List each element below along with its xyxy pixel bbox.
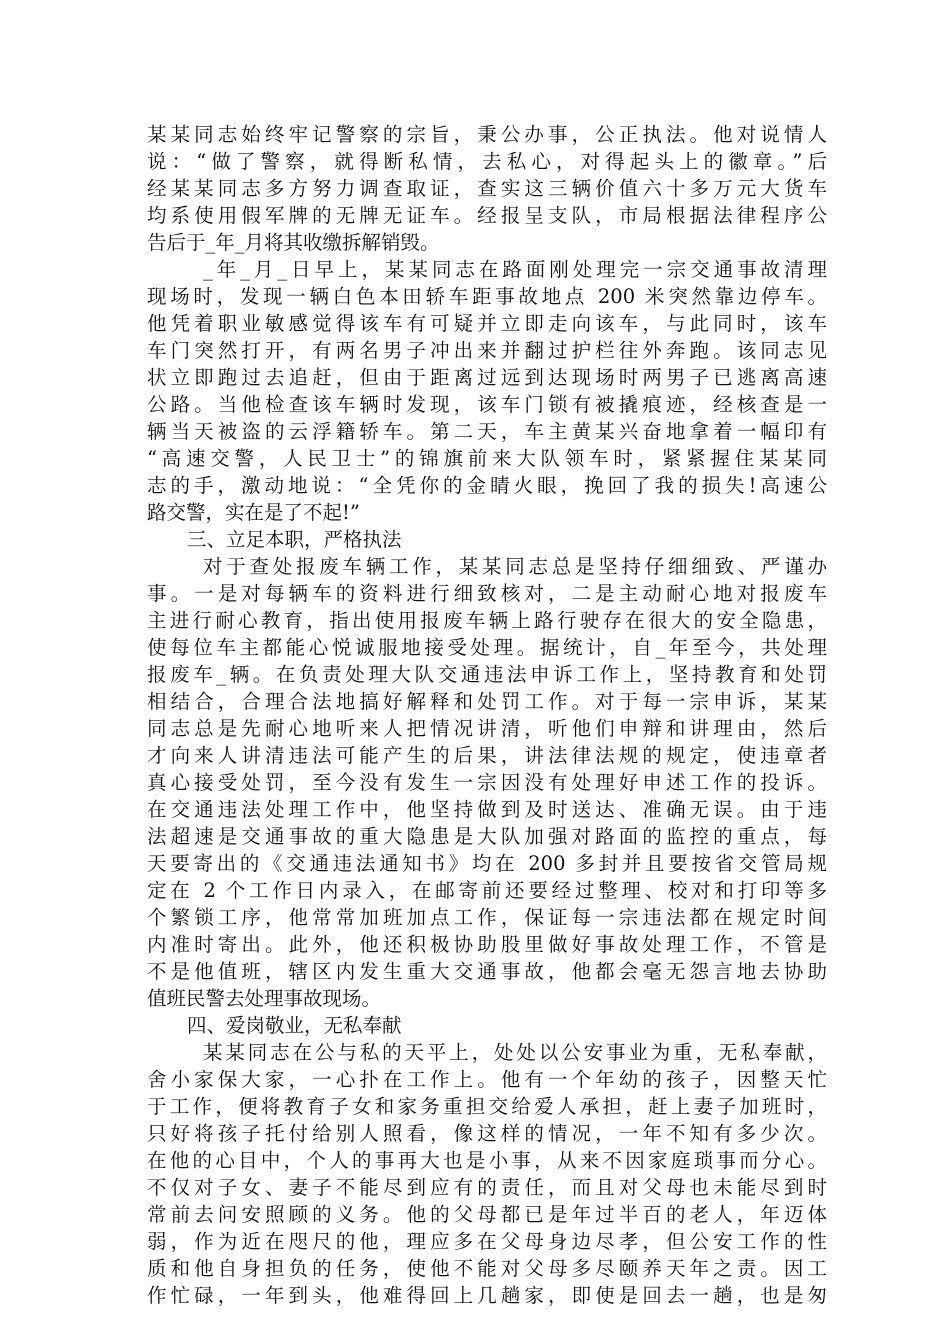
text-line: “高速交警，人民卫士”的锦旗前来大队领车时，紧紧握住某某同 <box>147 447 827 470</box>
text-line: 在交通违法处理工作中，他坚持做到及时送达、准确无误。由于违 <box>147 798 827 821</box>
text-line: 三、立足本职，严格执法 <box>187 528 402 551</box>
text-line: 不仅对子女、妻子不能尽到应有的责任，而且对父母也未能尽到时 <box>147 1176 827 1199</box>
text-line: 公路。当他检查该车辆时发现，该车门锁有被撬痕迹，经核查是一 <box>147 393 827 416</box>
text-line: 作忙碌，一年到头，他难得回上几趟家，即使是回去一趟，也是匆 <box>147 1284 827 1307</box>
text-line: 告后于_年_月将其收缴拆解销毁。 <box>147 231 440 254</box>
text-line: 均系使用假军牌的无牌无证车。经报呈支队，市局根据法律程序公 <box>147 204 827 227</box>
text-line: 值班民警去处理事故现场。 <box>147 987 382 1010</box>
text-line: 同志总是先耐心地听来人把情况讲清，听他们申辩和讲理由，然后 <box>147 717 827 740</box>
text-line: 才向来人讲清违法可能产生的后果，讲法律法规的规定，使违章者 <box>147 744 827 767</box>
text-line: 对于查处报废车辆工作，某某同志总是坚持仔细细致、严谨办 <box>203 555 827 578</box>
text-line: 路交警，实在是了不起!” <box>147 501 360 524</box>
text-line: 于工作，便将教育子女和家务重担交给爱人承担，赶上妻子加班时， <box>147 1095 827 1118</box>
text-line: 定在 2 个工作日内录入，在邮寄前还要经过整理、校对和打印等多 <box>147 879 827 902</box>
document-body <box>147 121 827 1309</box>
text-line: 四、爱岗敬业，无私奉献 <box>187 1014 402 1037</box>
text-line: 在他的心目中，个人的事再大也是小事，从来不因家庭琐事而分心。 <box>147 1149 827 1172</box>
text-line: 个繁锁工序，他常常加班加点工作，保证每一宗违法都在规定时间 <box>147 906 827 929</box>
text-line: 不是他值班，辖区内发生重大交通事故，他都会毫无怨言地去协助 <box>147 960 827 983</box>
text-line: 只好将孩子托付给别人照看，像这样的情况，一年不知有多少次。 <box>147 1122 827 1145</box>
text-line: 质和他自身担负的任务，使他不能对父母多尽颐养天年之责。因工 <box>147 1257 827 1280</box>
text-line: 志的手，激动地说：“全凭你的金睛火眼，挽回了我的损失!高速公 <box>147 474 827 497</box>
text-line: 说：“做了警察，就得断私情，去私心，对得起头上的徽章。”后 <box>147 150 827 173</box>
text-line: 报废车_辆。在负责处理大队交通违法申诉工作上，坚持教育和处罚 <box>147 663 827 686</box>
text-line: 车门突然打开，有两名男子冲出来并翻过护栏往外奔跑。该同志见 <box>147 339 827 362</box>
text-line: 常前去问安照顾的义务。他的父母都已是年过半百的老人，年迈体 <box>147 1203 827 1226</box>
text-line: 主进行耐心教育，指出使用报废车辆上路行驶存在很大的安全隐患， <box>147 609 827 632</box>
text-line: 内准时寄出。此外，他还积极协助股里做好事故处理工作，不管是 <box>147 933 827 956</box>
text-line: 经某某同志多方努力调查取证，查实这三辆价值六十多万元大货车 <box>147 177 827 200</box>
text-line: 使每位车主都能心悦诚服地接受处理。据统计，自_年至今，共处理 <box>147 636 827 659</box>
text-line: _年_月_日早上，某某同志在路面刚处理完一宗交通事故清理 <box>203 258 827 281</box>
text-line: 事。一是对每辆车的资料进行细致核对，二是主动耐心地对报废车 <box>147 582 827 605</box>
text-line: 某某同志在公与私的天平上，处处以公安事业为重，无私奉献， <box>203 1041 827 1064</box>
text-line: 他凭着职业敏感觉得该车有可疑并立即走向该车，与此同时，该车 <box>147 312 827 335</box>
text-line: 弱，作为近在咫尺的他，理应多在父母身边尽孝，但公安工作的性 <box>147 1230 827 1253</box>
text-line: 某某同志始终牢记警察的宗旨，秉公办事，公正执法。他对说情人 <box>147 123 827 146</box>
text-line: 真心接受处罚，至今没有发生一宗因没有处理好申述工作的投诉。 <box>147 771 827 794</box>
text-line: 状立即跑过去追赶，但由于距离过远到达现场时两男子已逃离高速 <box>147 366 827 389</box>
text-line: 相结合，合理合法地搞好解释和处罚工作。对于每一宗申诉，某某 <box>147 690 827 713</box>
text-line: 天要寄出的《交通违法通知书》均在 200 多封并且要按省交管局规 <box>147 852 827 875</box>
text-line: 舍小家保大家，一心扑在工作上。他有一个年幼的孩子，因整天忙 <box>147 1068 827 1091</box>
text-line: 辆当天被盗的云浮籍轿车。第二天，车主黄某兴奋地拿着一幅印有 <box>147 420 827 443</box>
text-line: 法超速是交通事故的重大隐患是大队加强对路面的监控的重点，每 <box>147 825 827 848</box>
text-line: 现场时，发现一辆白色本田轿车距事故地点 200 米突然靠边停车。 <box>147 285 827 308</box>
